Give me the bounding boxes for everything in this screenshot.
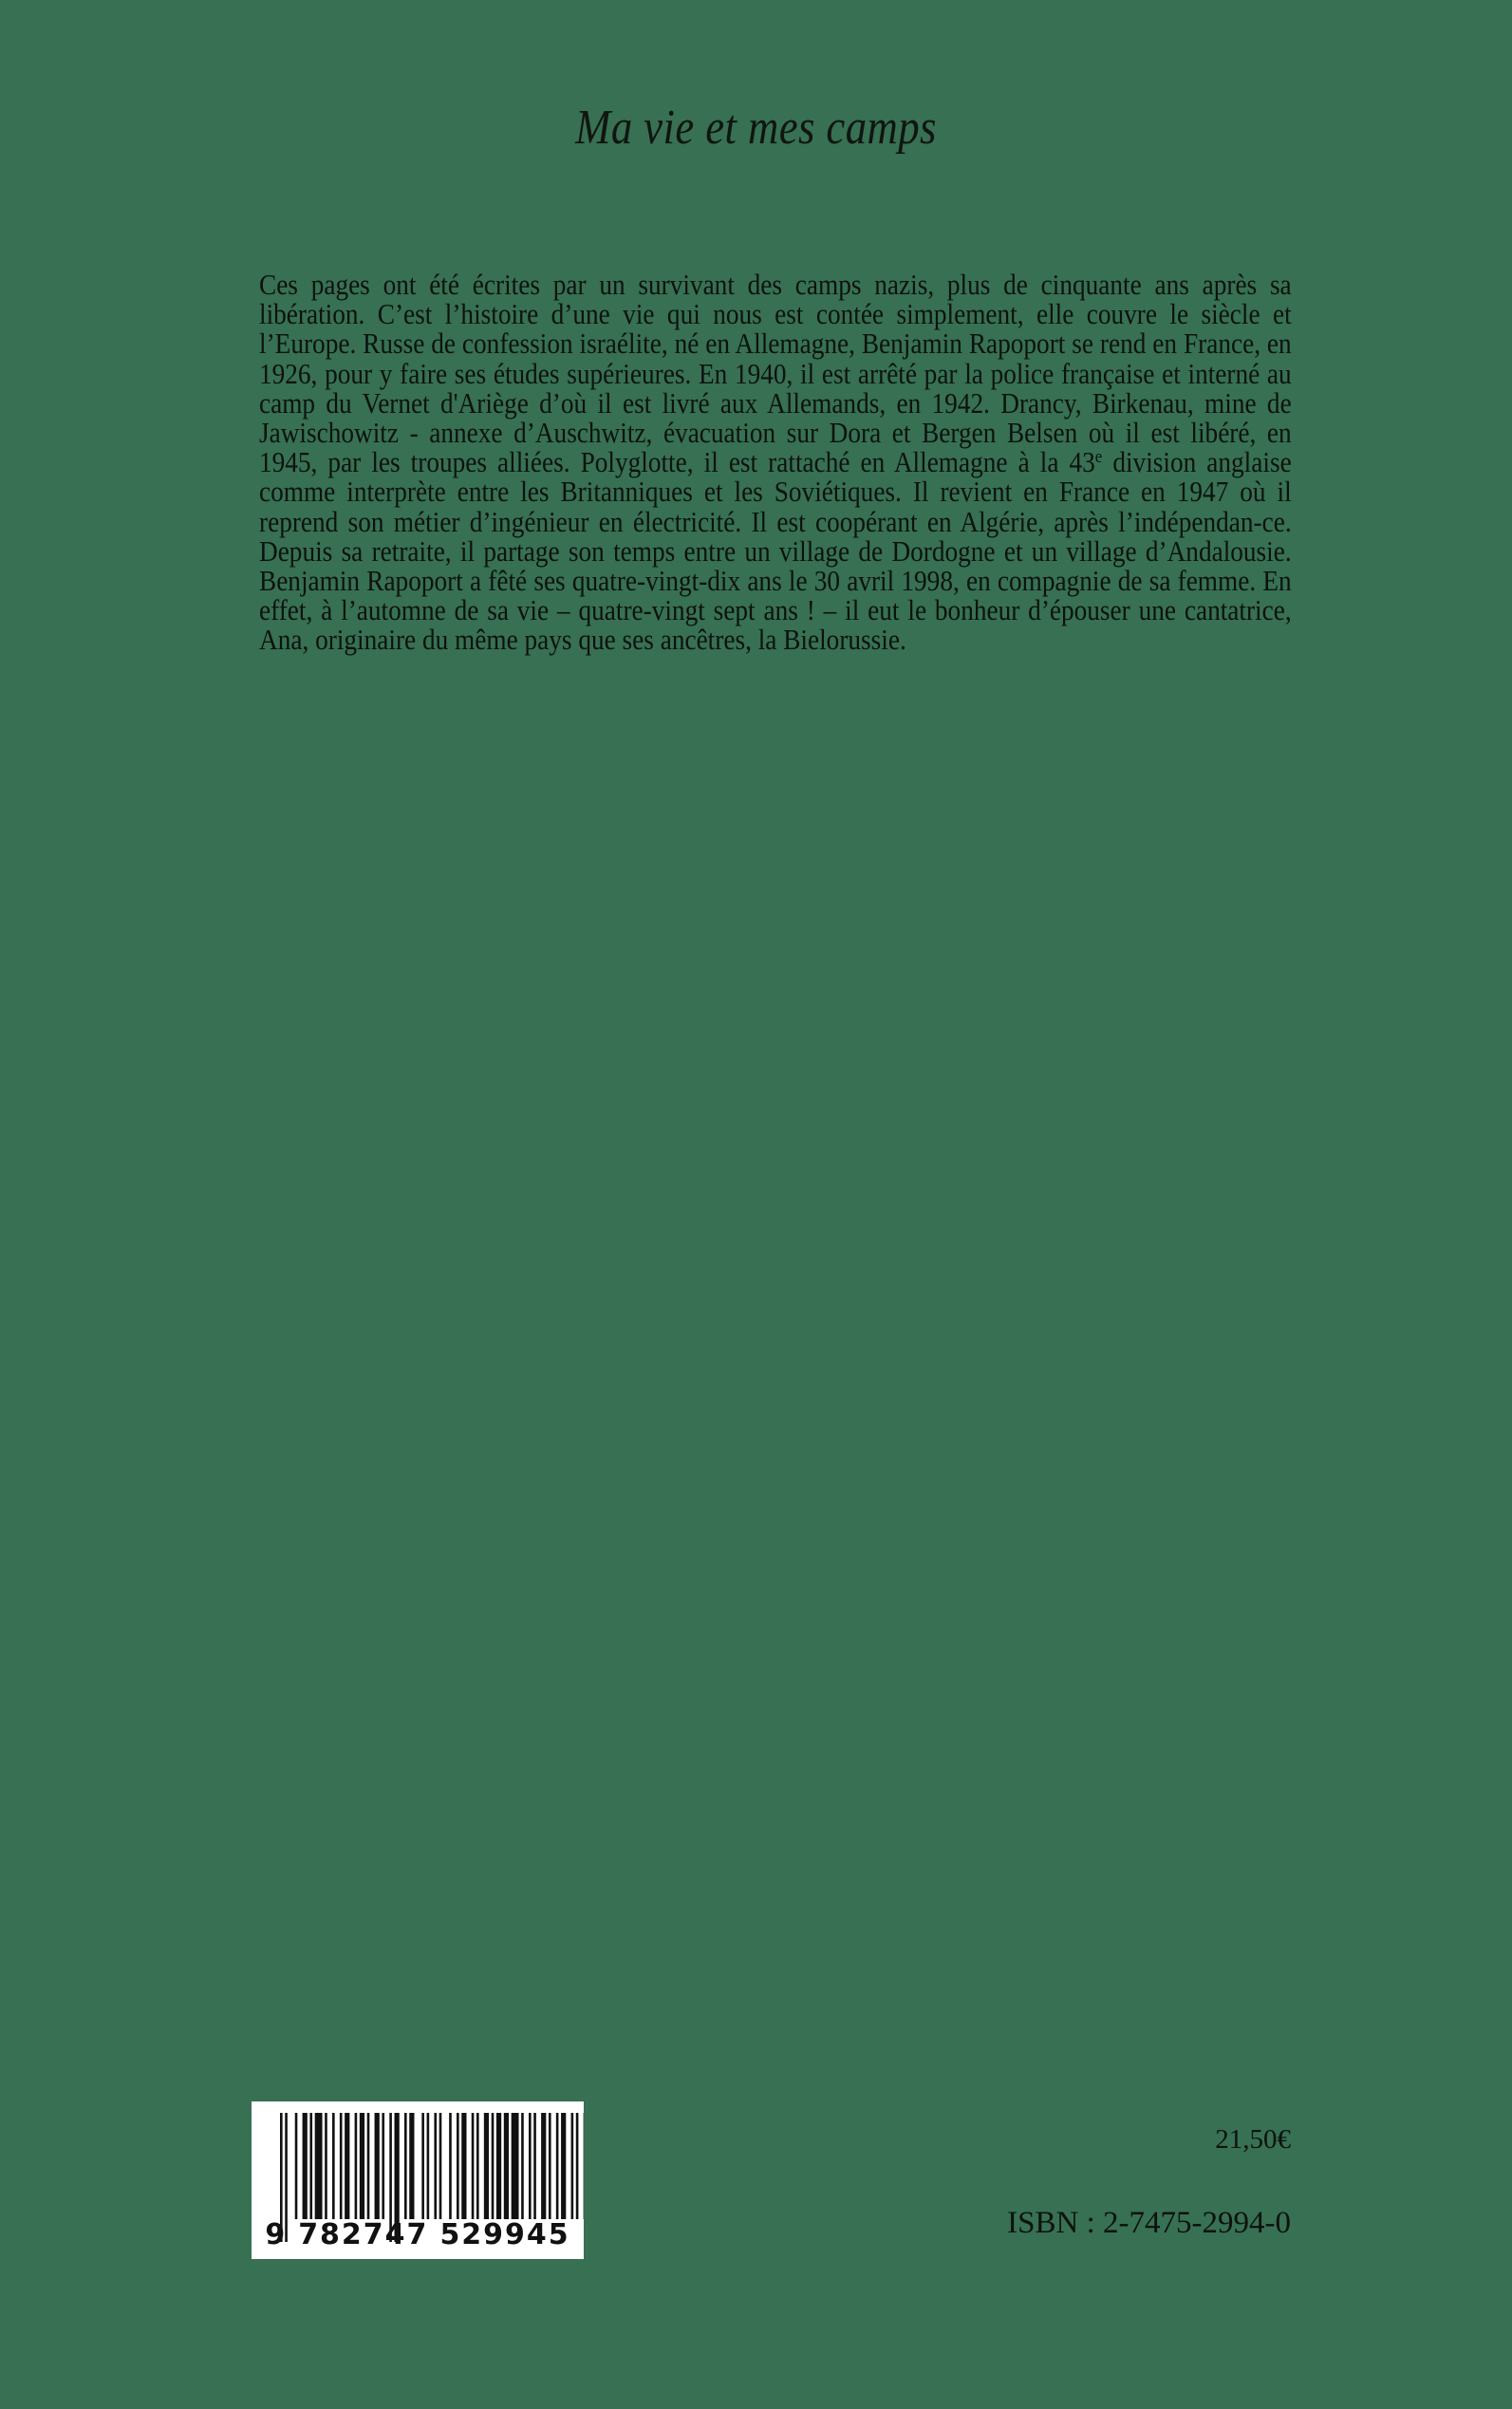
barcode-right-group: 529945 bbox=[439, 2218, 570, 2251]
blurb-text-part-2: division anglaise comme interprète entre les Britanniques et les Soviétiques. Il revient en France en 1947 où il reprend son métier d’ingénieur en électricité. Il est coopérant en Algérie, après l’indépendan-ce. Depuis sa retraite, il partage son temps entre un village de Dordogne et un village d’Andalousie. Benjamin Rapoport a fêté ses quatre-vingt-dix ans le 30 avril 1998, en compagnie de sa femme. En effet, à l’automne de sa vie – quatre-vingt sept ans ! – il eut le bonheur d’épouser une cantatrice, Ana, originaire du même pays que ses ancêtres, la Bielorussie. bbox=[259, 445, 1292, 657]
book-title: Ma vie et mes camps bbox=[575, 101, 937, 155]
barcode-left-group: 782747 bbox=[298, 2218, 429, 2251]
ordinal-suffix: e bbox=[1094, 447, 1103, 468]
blurb-container bbox=[259, 270, 1292, 655]
barcode-lead-digit: 9 bbox=[265, 2218, 288, 2251]
blurb-text-part-1: Ces pages ont été écrites par un survivant des camps nazis, plus de cinquante ans après sa libération. C’est l’histoire d’une vie qui nous est contée simplement, elle couvre le siècle et l’Europe. Russe de confession israélite, né en Allemagne, Benjamin Rapoport se rend en France, en 1926, pour y faire ses études supérieures. En 1940, il est arrêté par la police française et interné au camp du Vernet d'Ariège d’où il est livré aux Allemands, en 1942. Drancy, Birkenau, mine de Jawischowitz - annexe d’Auschwitz, évacuation sur Dora et Bergen Belsen où il est libéré, en 1945, par les troupes alliées. Polyglotte, il est rattaché en Allemagne à la 43 bbox=[259, 268, 1292, 479]
barcode bbox=[252, 2101, 584, 2259]
isbn-label: ISBN : 2-7475-2994-0 bbox=[1007, 2206, 1291, 2240]
blurb-paragraph bbox=[259, 270, 1292, 655]
barcode-number bbox=[252, 2218, 584, 2251]
price-label: 21,50€ bbox=[1215, 2124, 1291, 2155]
